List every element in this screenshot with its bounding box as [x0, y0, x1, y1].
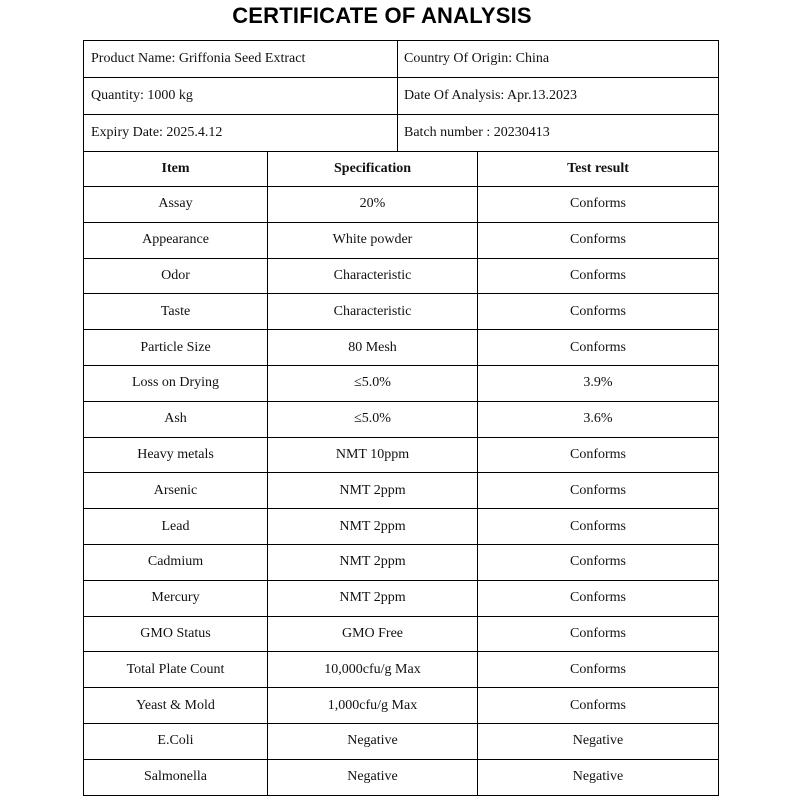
- cell-specification: Characteristic: [268, 294, 478, 330]
- cell-test-result: Negative: [478, 759, 719, 795]
- info-row: [84, 78, 719, 115]
- table-row: [84, 187, 719, 223]
- cell-test-result: Conforms: [478, 222, 719, 258]
- cell-item: Yeast & Mold: [84, 688, 268, 724]
- cell-test-result: Conforms: [478, 330, 719, 366]
- cell-specification: NMT 2ppm: [268, 580, 478, 616]
- table-row: [84, 437, 719, 473]
- cell-specification: Negative: [268, 759, 478, 795]
- cell-item: Assay: [84, 187, 268, 223]
- cell-specification: 10,000cfu/g Max: [268, 652, 478, 688]
- table-row: [84, 544, 719, 580]
- cell-test-result: Negative: [478, 723, 719, 759]
- cell-test-result: Conforms: [478, 187, 719, 223]
- table-row: [84, 473, 719, 509]
- info-row: [84, 41, 719, 78]
- table-row: [84, 294, 719, 330]
- cell-test-result: Conforms: [478, 294, 719, 330]
- table-row: [84, 222, 719, 258]
- table-row: [84, 580, 719, 616]
- header-test-result: Test result: [478, 152, 719, 187]
- cell-item: Particle Size: [84, 330, 268, 366]
- cell-test-result: Conforms: [478, 580, 719, 616]
- info-row: [84, 115, 719, 152]
- cell-specification: NMT 2ppm: [268, 544, 478, 580]
- cell-item: Total Plate Count: [84, 652, 268, 688]
- date-of-analysis-cell: Date Of Analysis: Apr.13.2023: [398, 78, 719, 115]
- cell-test-result: 3.6%: [478, 401, 719, 437]
- cell-specification: 20%: [268, 187, 478, 223]
- cell-test-result: Conforms: [478, 688, 719, 724]
- cell-test-result: Conforms: [478, 616, 719, 652]
- cell-specification: Characteristic: [268, 258, 478, 294]
- cell-specification: ≤5.0%: [268, 365, 478, 401]
- cell-item: Appearance: [84, 222, 268, 258]
- cell-test-result: Conforms: [478, 258, 719, 294]
- document-title: CERTIFICATE OF ANALYSIS: [232, 3, 532, 28]
- header-specification: Specification: [268, 152, 478, 187]
- cell-specification: GMO Free: [268, 616, 478, 652]
- cell-item: Heavy metals: [84, 437, 268, 473]
- cell-specification: NMT 10ppm: [268, 437, 478, 473]
- cell-item: E.Coli: [84, 723, 268, 759]
- cell-item: Lead: [84, 509, 268, 545]
- cell-test-result: Conforms: [478, 473, 719, 509]
- cell-item: Ash: [84, 401, 268, 437]
- cell-specification: Negative: [268, 723, 478, 759]
- batch-number-cell: Batch number : 20230413: [398, 115, 719, 152]
- cell-specification: 80 Mesh: [268, 330, 478, 366]
- cell-item: Salmonella: [84, 759, 268, 795]
- cell-test-result: Conforms: [478, 652, 719, 688]
- cell-item: Mercury: [84, 580, 268, 616]
- cell-specification: NMT 2ppm: [268, 473, 478, 509]
- table-row: [84, 759, 719, 795]
- cell-test-result: 3.9%: [478, 365, 719, 401]
- table-row: [84, 652, 719, 688]
- cell-test-result: Conforms: [478, 509, 719, 545]
- cell-test-result: Conforms: [478, 437, 719, 473]
- cell-item: Cadmium: [84, 544, 268, 580]
- table-row: [84, 258, 719, 294]
- table-row: [84, 401, 719, 437]
- table-row: [84, 616, 719, 652]
- cell-specification: NMT 2ppm: [268, 509, 478, 545]
- cell-specification: ≤5.0%: [268, 401, 478, 437]
- expiry-date-cell: Expiry Date: 2025.4.12: [84, 115, 398, 152]
- table-row: [84, 509, 719, 545]
- cell-item: Odor: [84, 258, 268, 294]
- cell-specification: 1,000cfu/g Max: [268, 688, 478, 724]
- cell-specification: White powder: [268, 222, 478, 258]
- product-name-cell: Product Name: Griffonia Seed Extract: [84, 41, 398, 78]
- cell-item: Loss on Drying: [84, 365, 268, 401]
- cell-item: Taste: [84, 294, 268, 330]
- country-of-origin-cell: Country Of Origin: China: [398, 41, 719, 78]
- table-row: [84, 365, 719, 401]
- cell-test-result: Conforms: [478, 544, 719, 580]
- table-header-row: [84, 152, 719, 187]
- table-row: [84, 330, 719, 366]
- cell-item: GMO Status: [84, 616, 268, 652]
- cell-item: Arsenic: [84, 473, 268, 509]
- quantity-cell: Quantity: 1000 kg: [84, 78, 398, 115]
- table-row: [84, 688, 719, 724]
- header-item: Item: [84, 152, 268, 187]
- analysis-table: [83, 40, 719, 796]
- table-row: [84, 723, 719, 759]
